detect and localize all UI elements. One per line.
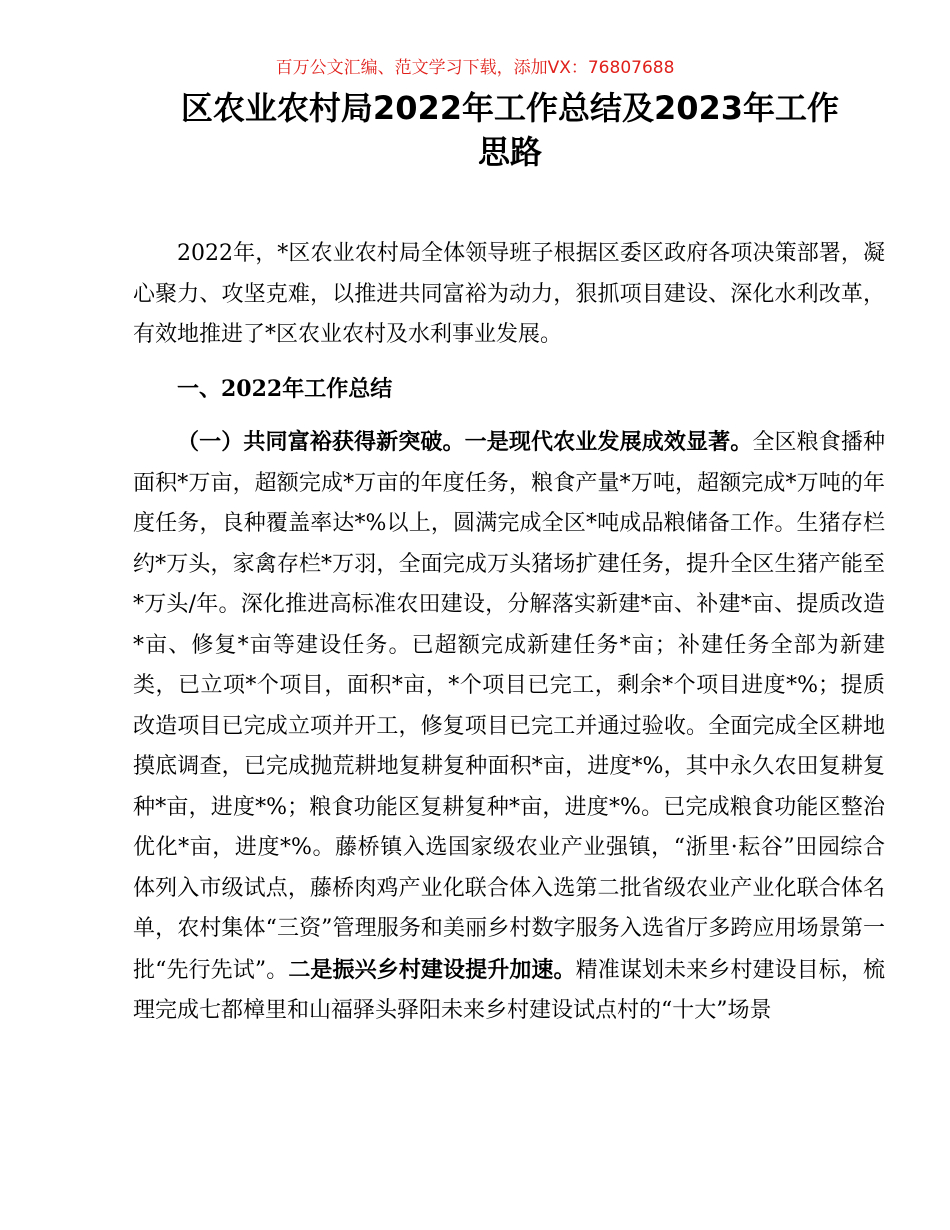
title-line-1: 区农业农村局2022年工作总结及2023年工作	[180, 89, 840, 127]
watermark-contact: 百万公文汇编、范文学习下载，添加VX：76807688	[275, 58, 675, 78]
section-1-paragraph	[133, 422, 885, 1032]
section-heading: 一、2022年工作总结	[177, 375, 393, 402]
document-title	[130, 86, 890, 174]
document-body	[133, 234, 885, 1032]
item-1-label: （一）共同富裕获得新突破。	[177, 429, 465, 455]
sub-1-title: 一是现代农业发展成效显著。	[464, 429, 753, 455]
sub-2-text: 精准谋划未来乡村建设目标，梳理完成七都樟里和山福驿头驿阳未来乡村建设试点村的“十大”场景	[133, 957, 885, 1023]
sub-2-title: 二是振兴乡村建设提升加速。	[288, 956, 576, 983]
title-line-2: 思路	[477, 133, 542, 171]
sub-1-text: 全区粮食播种面积*万亩，超额完成*万亩的年度任务，粮食产量*万吨，超额完成*万吨的年度任务，良种覆盖率达*%以上，圆满完成全区*吨成品粮储备工作。生猪存栏约*万头，家禽存栏*万羽，全面完成万头猪场扩建任务，提升全区生猪产能至*万头/年。深化推进高标准农田建设，分解落实新建*亩、补建*亩、提质改造*亩、修复*亩等建设任务。已超额完成新建任务*亩；补建任务全部为新建类，已立项*个项目，面积*亩，*个项目已完工，剩余*个项目进度*%；提质改造项目已完成立项并开工，修复项目已完工并通过验收。全面完成全区耕地摸底调查，已完成抛荒耕地复耕复种面积*亩，进度*%，其中永久农田复耕复种*亩，进度*%；粮食功能区复耕复种*亩，进度*%。已完成粮食功能区整治优化*亩，进度*%。藤桥镇入选国家级农业产业强镇，“浙里·耘谷”田园综合体列入市级试点，藤桥肉鸡产业化联合体入选第二批省级农业产业化联合体名单，农村集体“三资”管理服务和美丽乡村数字服务入选省厅多跨应用场景第一批“先行先试”。	[133, 430, 885, 983]
intro-paragraph: 2022年，*区农业农村局全体领导班子根据区委区政府各项决策部署，凝心聚力、攻坚克难，以推进共同富裕为动力，狠抓项目建设、深化水利改革，有效地推进了*区农业农村及水利事业发展。	[133, 241, 885, 347]
